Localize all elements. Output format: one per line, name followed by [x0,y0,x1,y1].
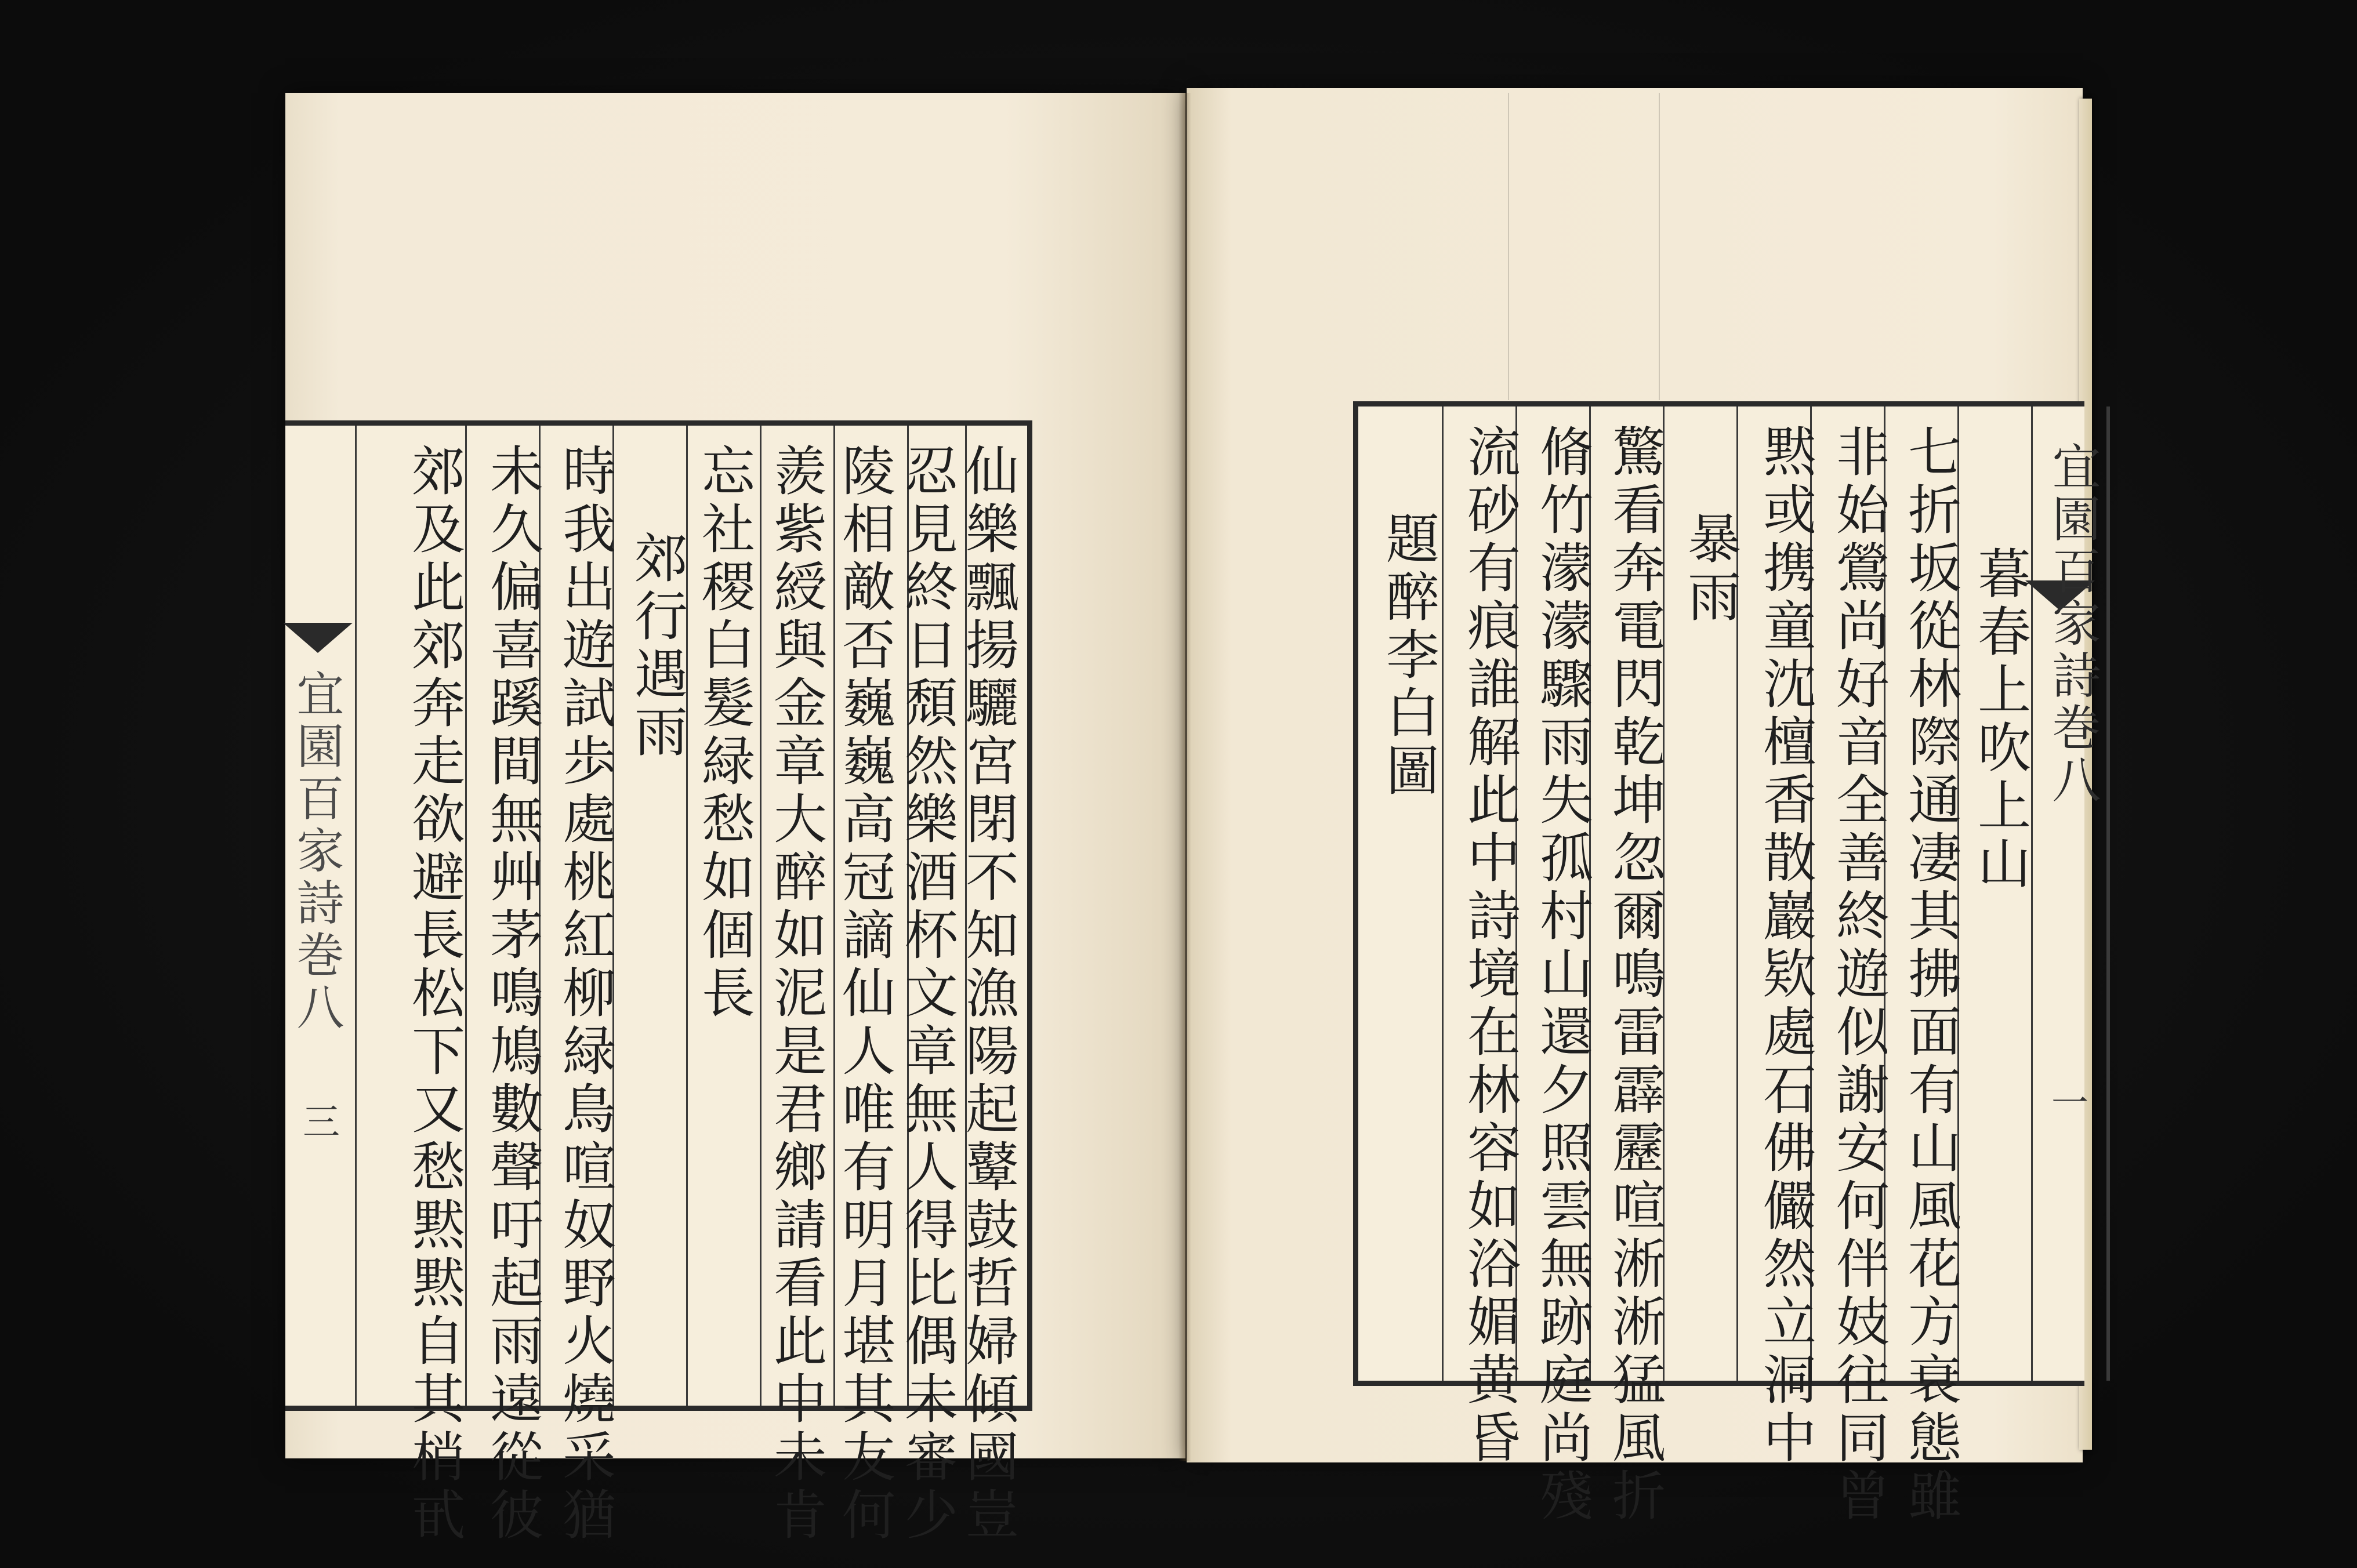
right-column-8: 流砂有痕誰解此中詩境在林容如浴媚黄昏 [1459,424,1521,1468]
column-rule [355,426,357,1406]
left-column-1: 仙樂飄揚驪宮閉不知漁陽起鼙鼓哲婦傾國豈 [957,443,1019,1545]
left-poem-title: 郊行遇雨 [626,530,688,762]
left-margin-label: 宜園百家詩巻八 [289,669,344,1035]
left-column-9: 郊及此郊奔走欲避長松下又愁黙黙自其梢甙 [403,443,465,1545]
column-rule [2031,406,2033,1381]
show-through-line [1659,93,1660,400]
book-gutter [1178,93,1191,1461]
right-margin-label: 宜園百家詩巻八 [2044,441,2101,807]
right-column-2: 七折坂從林際通凄其拂面有山風花方衰態雖 [1899,424,1961,1526]
left-column-3: 陵相敵否巍巍高冠謫仙人唯有明月堪其友何 [833,443,895,1545]
fishtail-mark [283,623,353,653]
left-column-2: 忍見終日頹然樂酒杯文章無人得比偶未審少 [896,443,958,1545]
left-text-frame [285,420,1032,1545]
left-column-5: 忘社稷白髮緑愁如個長 [693,443,755,1023]
right-column-7: 脩竹濛濛驟雨失孤村山還夕照雲無跡庭尚殘 [1531,424,1593,1526]
left-page-number: 三 [303,1101,340,1144]
right-poem-title-2: 暴雨 [1679,511,1741,627]
right-column-3: 非始鶯尚好音全善終遊似謝安何伴妓往同曾 [1827,424,1890,1526]
right-page-number: 一 [2051,1082,2088,1125]
column-rule [1442,406,1444,1381]
column-rule [760,426,762,1406]
show-through-line [1508,93,1509,400]
right-text-frame [1353,401,2101,1526]
left-column-7: 時我出遊試歩處桃紅柳緑鳥喧奴野火燒采猶 [554,443,616,1545]
column-rule [465,426,467,1406]
right-poem-title-1: 暮春上吹上山 [1969,546,2031,894]
column-rule [2106,406,2110,1381]
right-column-6: 驚看奔電閃乾坤忽爾鳴雷霹靂喧淅淅猛風折 [1604,424,1666,1526]
left-column-4: 羨紫綬與金章大醉如泥是君鄉請看此中未肯 [765,443,827,1545]
right-column-4: 黙或携童沈檀香散巖欵處石佛儼然立洞中 [1754,424,1816,1468]
right-poem-title-3: 題醉李白圖 [1377,511,1439,801]
left-column-8: 未久偏喜蹊間無艸茅鳴鳩數聲吁起雨遠從彼 [481,443,543,1545]
